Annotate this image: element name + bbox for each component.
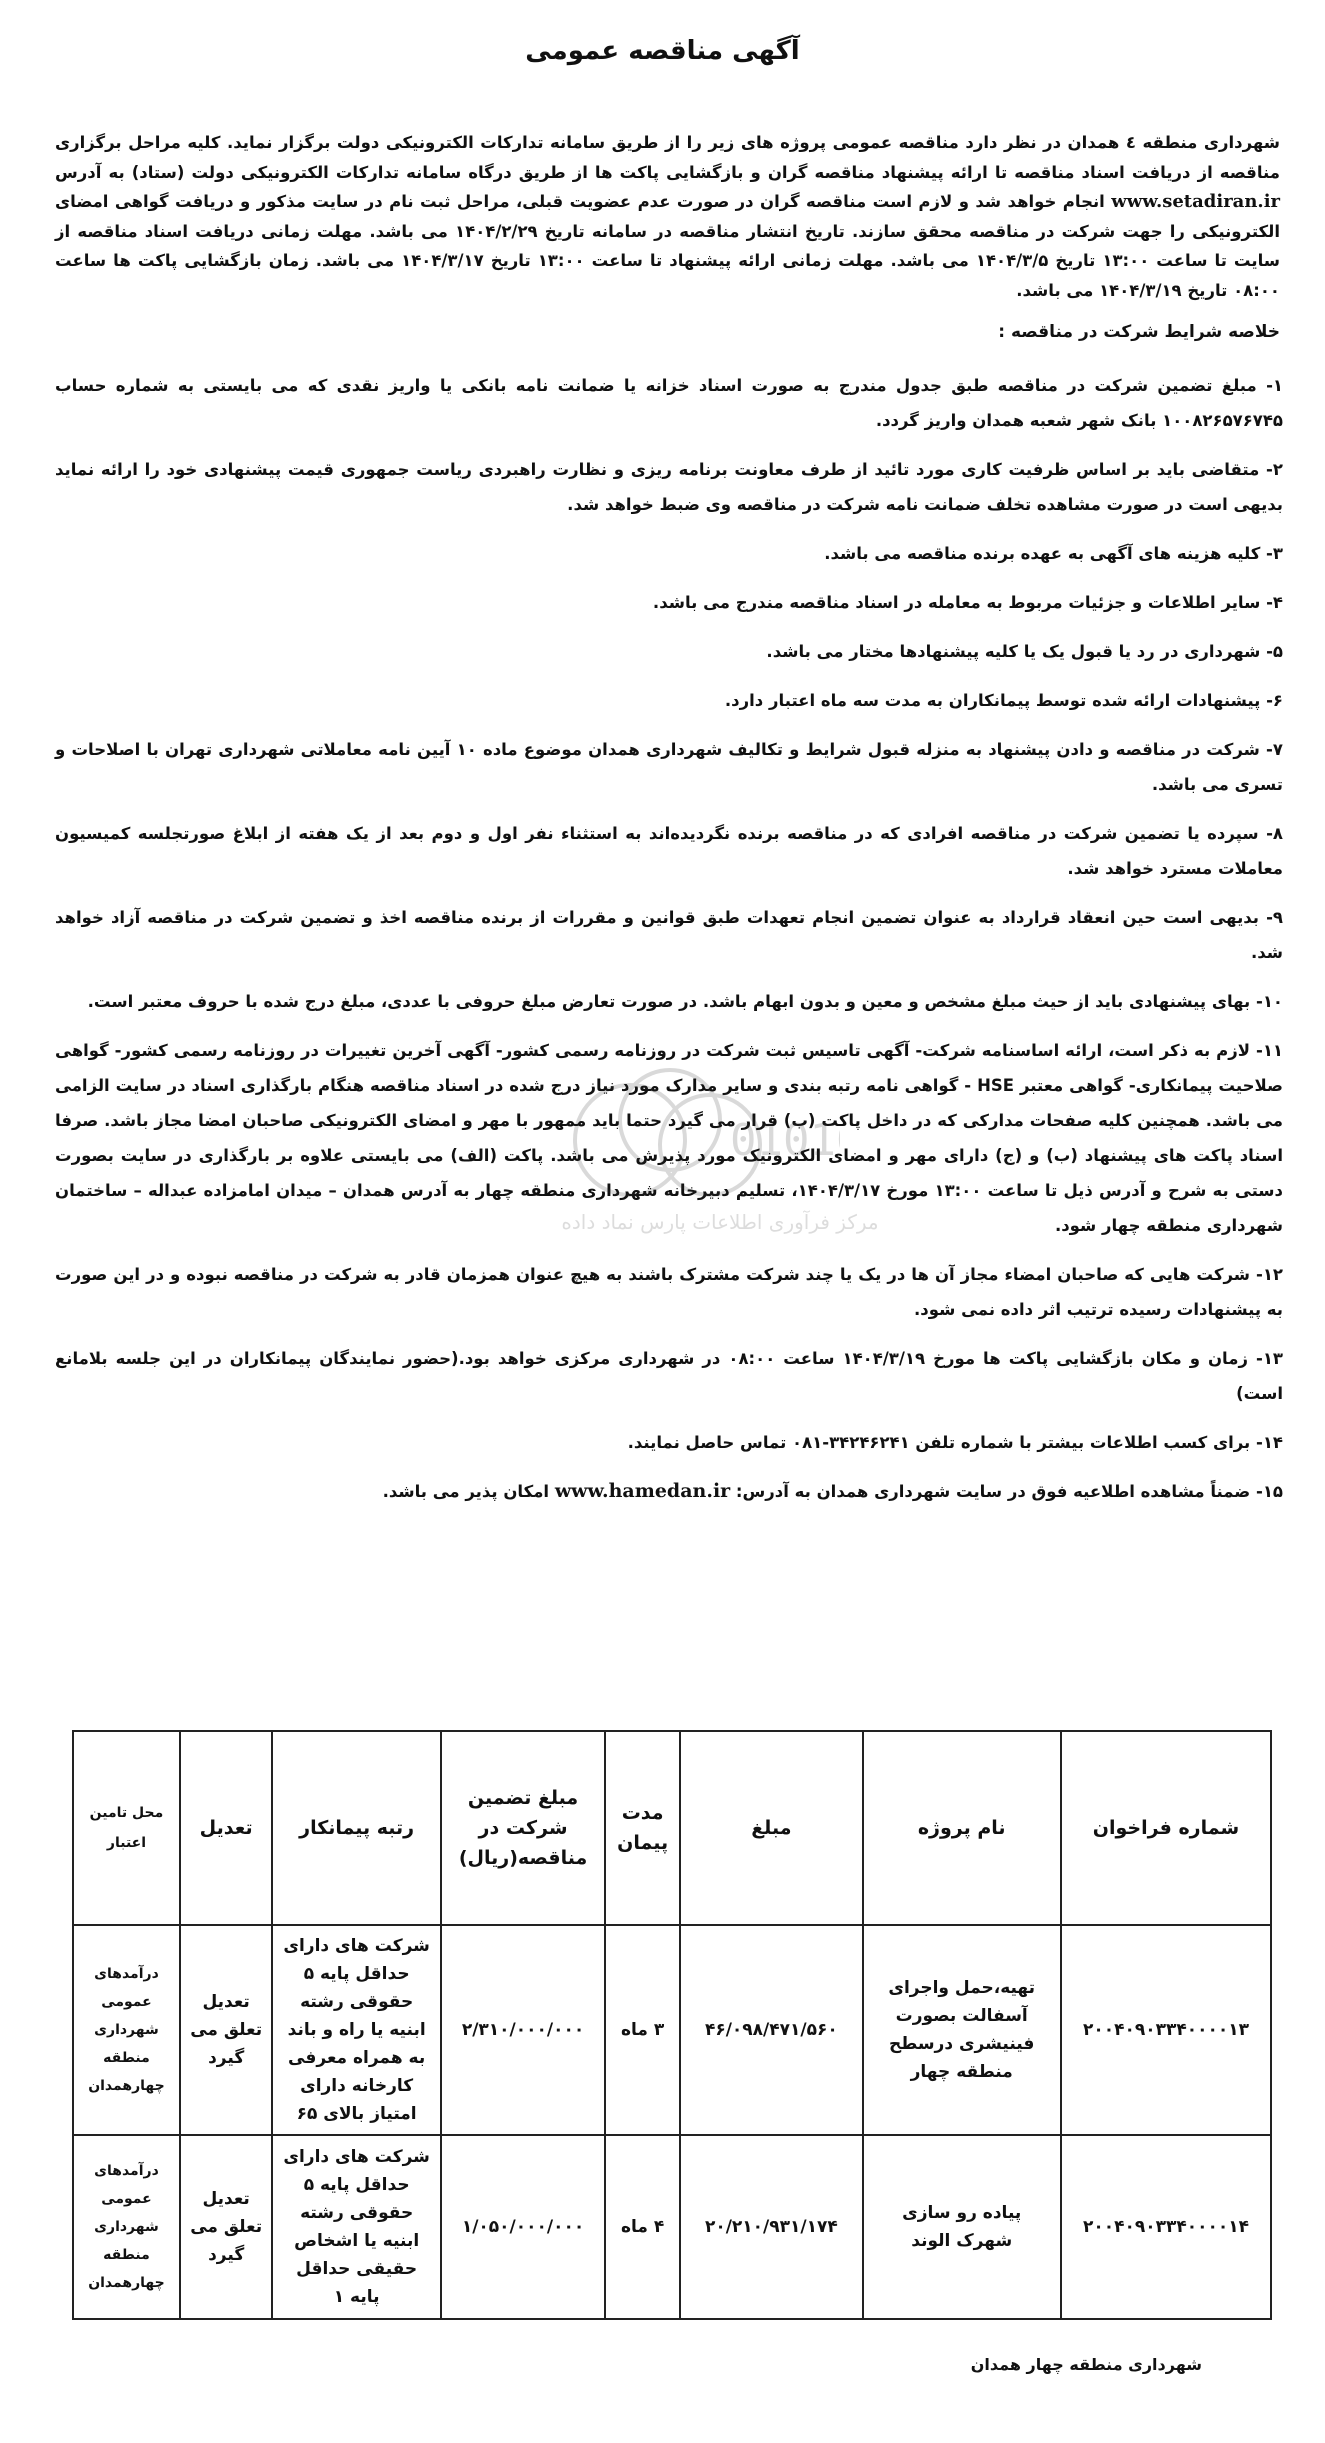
cell-amount: ۴۶/۰۹۸/۴۷۱/۵۶۰	[680, 1925, 862, 2135]
cell-source: درآمدهای عمومی شهرداری منطقه چهارهمدان	[73, 1925, 180, 2135]
watermark-text: مرکز فرآوری اطلاعات پارس نماد داده	[561, 1210, 879, 1234]
condition-item: ۱۲- شرکت هایی که صاحبان امضاء مجاز آن ها در یک یا چند شرکت مشترک باشند به هیچ عنوان همزمان قادر به شرکت در مناقصه نبوده و در این صورت به پیشنهادات رسیده ترتیب اثر داده نمی شود.	[55, 1265, 1283, 1319]
cell-rank: شرکت های دارای حداقل پایه ۵ حقوقی رشته ابنیه یا اشخاص حقیقی حداقل پایه ۱	[272, 2135, 441, 2319]
cell-duration: ۳ ماه	[605, 1925, 680, 2135]
cell-project: تهیه،حمل واجرای آسفالت بصورت فینیشری درسطح منطقه چهار	[863, 1925, 1061, 2135]
cell-amount: ۲۰/۲۱۰/۹۳۱/۱۷۴	[680, 2135, 862, 2319]
cell-source: درآمدهای عمومی شهرداری منطقه چهارهمدان	[73, 2135, 180, 2319]
cell-project: پیاده رو سازی شهرک الوند	[863, 2135, 1061, 2319]
condition-item: ۷- شرکت در مناقصه و دادن پیشنهاد به منزله قبول شرایط و تکالیف شهرداری همدان موضوع ماده ۱۰ آیین نامه معاملاتی شهرداری تهران با اصلاحات و تسری می باشد.	[55, 740, 1283, 794]
condition-item: ۱۱- لازم به ذکر است، ارائه اساسنامه شرکت- آگهی تاسیس ثبت شرکت در روزنامه رسمی کشور- آگهی آخرین تغییرات در روزنامه رسمی کشور- گواهی صلاحیت پیمانکاری- گواهی معتبر HSE - گواهی نامه رتبه بندی و سایر مدارک مورد نیاز درج شده در اسناد مناقصه هنگام بارگذاری اسناد در سایت الزامی می باشد. همچنین کلیه صفحات مدارکی که در داخل پاکت (ب) قرار می گیرد حتما باید ممهور با مهر و امضای الکترونیکی صاحبان امضا مجاز باشد. صرفا اسناد پاکت های پیشنهاد (ب) و (ج) دارای مهر و امضای الکترونیک مورد پذیرش می باشد. پاکت (الف) می بایستی علاوه بر بارگذاری در سایت بصورت دستی به شرح و آدرس ذیل تا ساعت ۱۳:۰۰ مورخ ۱۴۰۴/۳/۱۷، تسلیم دبیرخانه شهرداری منطقه چهار به آدرس همدان – میدان امامزاده عبداله – ساختمان شهرداری منطقه چهار شود.	[55, 1041, 1283, 1235]
header-adjustment: تعدیل	[180, 1731, 272, 1925]
header-source: محل تامین اعتبار	[73, 1731, 180, 1925]
condition-item: ۴- سایر اطلاعات و جزئیات مربوط به معامله در اسناد مناقصه مندرج می باشد.	[652, 593, 1283, 612]
table-row	[73, 2135, 1271, 2319]
condition-item: ۱۴- برای کسب اطلاعات بیشتر با شماره تلفن ۳۴۲۴۶۲۴۱-۰۸۱ تماس حاصل نمایند.	[627, 1433, 1283, 1452]
signature: شهرداری منطقه چهار همدان	[970, 2355, 1202, 2374]
cell-rank: شرکت های دارای حداقل پایه ۵ حقوقی رشته ابنیه یا راه و باند به همراه معرفی کارخانه دارای امتیاز بالای ۶۵	[272, 1925, 441, 2135]
conditions-list	[55, 368, 1283, 1523]
table-header-row	[73, 1731, 1271, 1925]
cell-guarantee: ۲/۳۱۰/۰۰۰/۰۰۰	[441, 1925, 605, 2135]
cell-guarantee: ۱/۰۵۰/۰۰۰/۰۰۰	[441, 2135, 605, 2319]
watermark-digits: 0101	[730, 1115, 836, 1166]
cell-number: ۲۰۰۴۰۹۰۳۳۴۰۰۰۰۱۳	[1061, 1925, 1271, 2135]
hamedan-website-link[interactable]: www.hamedan.ir	[554, 1480, 731, 1502]
condition-item: ۸- سپرده یا تضمین شرکت در مناقصه افرادی که در مناقصه برنده نگردیده‌اند به استثناء نفر اول و دوم بعد از یک هفته از ابلاغ صورتجلسه کمیسیون معاملات مسترد خواهد شد.	[55, 824, 1283, 878]
condition-item: ۹- بدیهی است حین انعقاد قرارداد به عنوان تضمین انجام تعهدات طبق قوانین و مقررات از برنده مناقصه اخذ و تضمین شرکت در مناقصه آزاد خواهد شد.	[55, 908, 1283, 962]
tender-table	[72, 1730, 1272, 2320]
condition-item: ۱۰- بهای پیشنهادی باید از حیث مبلغ مشخص و معین و بدون ابهام باشد. در صورت تعارض مبلغ حروفی با عددی، مبلغ درج شده با حروف معتبر است.	[87, 992, 1283, 1011]
condition-item: ۳- کلیه هزینه های آگهی به عهده برنده مناقصه می باشد.	[824, 544, 1283, 563]
header-duration: مدت پیمان	[605, 1731, 680, 1925]
cell-duration: ۴ ماه	[605, 2135, 680, 2319]
header-rank: رتبه پیمانکار	[272, 1731, 441, 1925]
cell-adjustment: تعدیل تعلق می گیرد	[180, 1925, 272, 2135]
condition-15-before: ۱۵- ضمناً مشاهده اطلاعیه فوق در سایت شهرداری همدان به آدرس:	[735, 1482, 1283, 1501]
intro-paragraph	[55, 128, 1280, 305]
header-guarantee: مبلغ تضمین شرکت در مناقصه(ریال)	[441, 1731, 605, 1925]
condition-item: ۶- پیشنهادات ارائه شده توسط پیمانکاران به مدت سه ماه اعتبار دارد.	[724, 691, 1283, 710]
cell-adjustment: تعدیل تعلق می گیرد	[180, 2135, 272, 2319]
condition-item: ۲- متقاضی باید بر اساس ظرفیت کاری مورد تائید از طرف معاونت برنامه ریزی و نظارت راهبردی ریاست جمهوری قیمت پیشنهادی خود را ارائه نماید بدیهی است در صورت مشاهده تخلف ضمانت نامه شرکت در مناقصه وی ضبط خواهد شد.	[55, 460, 1283, 514]
header-number: شماره فراخوان	[1061, 1731, 1271, 1925]
conditions-heading: خلاصه شرایط شرکت در مناقصه :	[998, 322, 1280, 342]
condition-item: ۱- مبلغ تضمین شرکت در مناقصه طبق جدول مندرج به صورت اسناد خزانه یا ضمانت نامه بانکی یا واریز نقدی که می بایستی به شماره حساب ۱۰۰۸۲۶۵۷۶۷۴۵ بانک شهر شعبه همدان واریز گردد.	[55, 376, 1283, 430]
condition-item: ۵- شهرداری در رد یا قبول یک یا کلیه پیشنهادها مختار می باشد.	[766, 642, 1283, 661]
condition-item: ۱۳- زمان و مکان بازگشایی پاکت ها مورخ ۱۴۰۴/۳/۱۹ ساعت ۰۸:۰۰ در شهرداری مرکزی خواهد بود.(حضور نمایندگان پیمانکاران در این جلسه بلامانع است)	[55, 1349, 1283, 1403]
setad-website-link[interactable]: www.setadiran.ir	[1111, 191, 1281, 212]
intro-part1: شهرداری منطقه ٤ همدان در نظر دارد مناقصه عمومی پروژه های زیر را از طریق سامانه تداركات الکترونیکی دولت برگزار نماید. کلیه مراحل برگزاری مناقصه از دریافت اسناد مناقصه تا ارائه پیشنهاد مناقصه گران و بازگشایی پاکت ها از طریق درگاه سامانه تدارکات الکترونیکی دولت (ستاد) به آدرس	[55, 133, 1280, 182]
condition-15-after: امکان پذیر می باشد.	[382, 1482, 550, 1501]
header-project: نام پروژه	[863, 1731, 1061, 1925]
notice-title: آگهی مناقصه عمومی	[525, 36, 800, 66]
table-row	[73, 1925, 1271, 2135]
condition-item-15	[55, 1474, 1283, 1509]
intro-part2: انجام خواهد شد و لازم است مناقصه گران در صورت عدم عضویت قبلی، مراحل ثبت نام در سایت مذکور و دریافت گواهی امضای الکترونیکی را جهت شرکت در مناقصه محقق سازند. تاریخ انتشار مناقصه در سامانه تاریخ ۱۴۰۴/۲/۲۹ می باشد. مهلت زمانی دریافت اسناد مناقصه از سایت تا ساعت ۱۳:۰۰ تاریخ ۱۴۰۴/۳/۵ می باشد. مهلت زمانی ارائه پیشنهاد تا ساعت ۱۳:۰۰ تاریخ ۱۴۰۴/۳/۱۷ می باشد. زمان بازگشایی پاکت ها ساعت ۰۸:۰۰ تاریخ ۱۴۰۴/۳/۱۹ می باشد.	[55, 192, 1281, 300]
header-amount: مبلغ	[680, 1731, 862, 1925]
cell-number: ۲۰۰۴۰۹۰۳۳۴۰۰۰۰۱۴	[1061, 2135, 1271, 2319]
